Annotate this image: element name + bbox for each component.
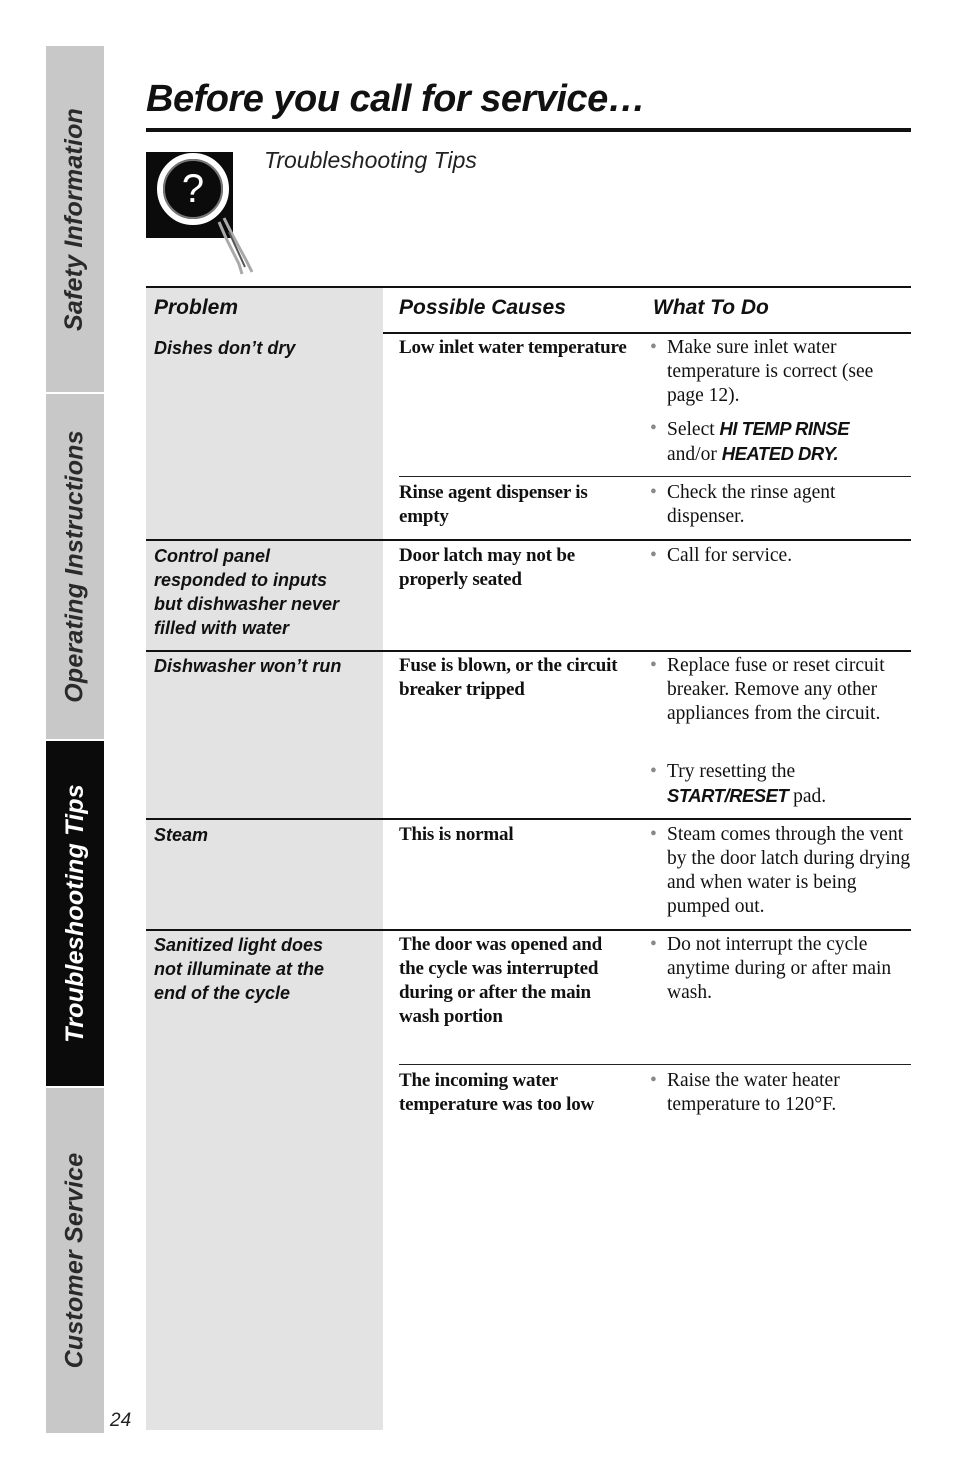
problem-column-background (146, 287, 383, 1430)
key-label: HI TEMP RINSE (719, 418, 850, 439)
row-divider (146, 929, 911, 931)
todo-text: Replace fuse or reset circuit breaker. Remove any other appliances from the circuit. (667, 655, 885, 724)
todo-text: Steam comes through the vent by the door latch during drying and when water is being pumped out. (667, 824, 911, 917)
cause-divider (399, 1064, 911, 1065)
title-rule (146, 128, 911, 132)
bullet-icon: • (650, 934, 657, 955)
todo-text: Make sure inlet water temperature is correct (see page 12). (667, 337, 874, 406)
key-label: START/RESET (667, 785, 789, 806)
todo-text: Raise the water heater temperature to 120°F. (667, 1070, 840, 1115)
todo-text-pre: Select (667, 419, 720, 440)
header-bottom-rule (383, 332, 911, 334)
page-title: Before you call for service… (146, 78, 646, 120)
tab-customer-service[interactable] (46, 1088, 104, 1433)
key-label: HEATED DRY. (721, 443, 839, 464)
row-divider (146, 818, 911, 820)
cause-cell: This is normal (399, 824, 514, 845)
todo-item (650, 823, 912, 919)
tab-label: Troubleshooting Tips (60, 784, 89, 1043)
todo-item (650, 760, 912, 809)
cause-cell: Fuse is blown, or the circuit breaker tripped (399, 655, 618, 700)
header-possible-causes: Possible Causes (399, 296, 566, 319)
svg-text:?: ? (181, 167, 205, 211)
todo-item (650, 654, 912, 726)
tab-label: Operating Instructions (60, 430, 89, 703)
header-top-rule (146, 286, 911, 288)
cause-cell: The door was opened and the cycle was interrupted during or after the main wash portion (399, 934, 603, 1027)
page-number: 24 (110, 1410, 132, 1431)
bullet-icon: • (650, 337, 657, 358)
problem-cell: Sanitized light does not illuminate at the end of the cycle (154, 935, 325, 1003)
bullet-icon: • (650, 761, 657, 782)
bullet-icon: • (650, 655, 657, 676)
cause-cell: Rinse agent dispenser is empty (399, 482, 588, 527)
cause-cell: The incoming water temperature was too low (399, 1070, 595, 1115)
problem-cell: Control panel responded to inputs but dishwasher never filled with water (154, 546, 340, 638)
question-magnifier-icon (146, 152, 261, 277)
problem-cell: Dishes don’t dry (154, 338, 296, 358)
tab-operating-instructions[interactable] (46, 394, 104, 739)
todo-text: Check the rinse agent dispenser. (667, 482, 836, 527)
row-divider (146, 650, 911, 652)
todo-item (650, 336, 912, 408)
bullet-icon: • (650, 545, 657, 566)
tab-label: Safety Information (60, 107, 89, 331)
bullet-icon: • (650, 418, 657, 439)
cause-cell: Door latch may not be properly seated (399, 545, 575, 590)
tab-troubleshooting-tips[interactable] (46, 741, 104, 1086)
todo-item (650, 481, 912, 529)
bullet-icon: • (650, 824, 657, 845)
tab-safety-information[interactable] (46, 46, 104, 392)
header-what-to-do: What To Do (653, 296, 769, 319)
bullet-icon: • (650, 1070, 657, 1091)
header-problem: Problem (154, 296, 239, 319)
bullet-icon: • (650, 482, 657, 503)
todo-item (650, 1069, 912, 1117)
cause-divider (399, 476, 911, 477)
todo-item (650, 933, 912, 1005)
todo-item (650, 417, 912, 467)
section-subtitle: Troubleshooting Tips (264, 147, 477, 173)
cause-cell: Low inlet water temperature (399, 337, 627, 358)
todo-text-mid: pad. (788, 786, 827, 807)
problem-cell: Steam (154, 825, 209, 845)
todo-text-pre: Try resetting the (667, 761, 796, 782)
tab-label: Customer Service (60, 1152, 89, 1369)
todo-text-mid: and/or (667, 444, 722, 465)
problem-cell: Dishwasher won’t run (154, 656, 342, 676)
todo-item (650, 544, 912, 568)
todo-text: Do not interrupt the cycle anytime during or after main wash. (667, 934, 892, 1003)
row-divider (146, 539, 911, 541)
todo-text: Call for service. (667, 545, 793, 566)
